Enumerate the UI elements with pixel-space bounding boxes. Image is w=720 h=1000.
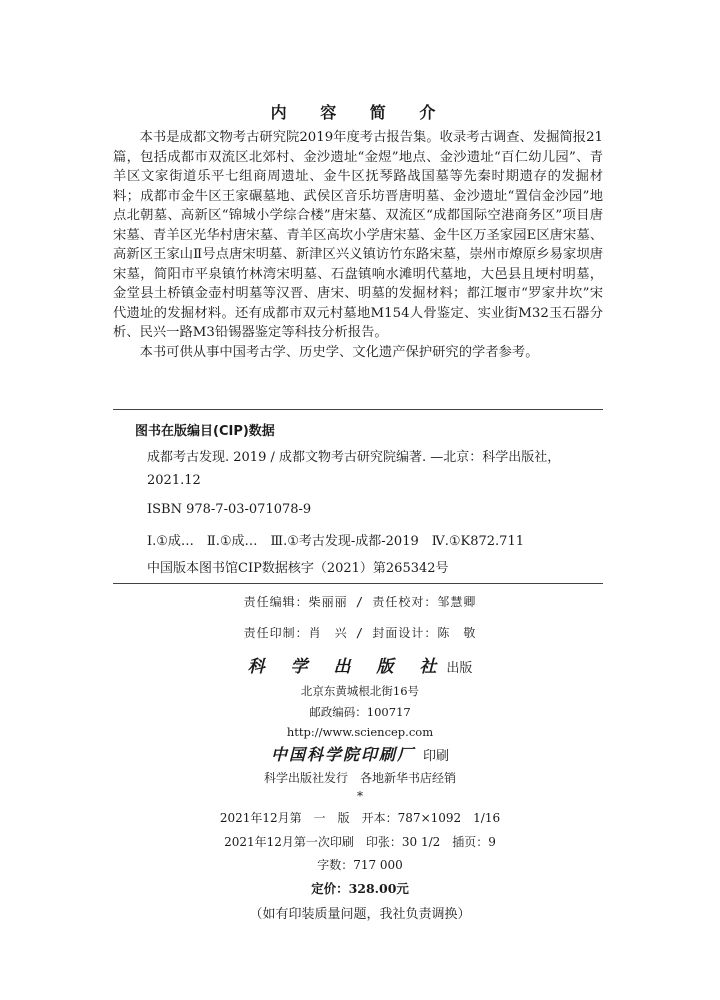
cip-entry-line: 成都考古发现. 2019 / 成都文物考古研究院编著. —北京：科学出版社， [147,450,561,465]
intro-paragraph: 本书是成都文物考古研究院2019年度考古报告集。收录考古调查、发掘简报21篇，包括成都市双流区北郊村、金沙遗址“金煜”地点、金沙遗址“百仁幼儿园”、青羊区文家街道乐平七组商周遗址、金牛区抚琴路战国墓等先秦时期遗存的发掘材料；成都市金牛区王家碾墓地、武侯区音乐坊晋唐明墓、金沙遗址“置信金沙园”地点北朝墓、高新区“锦城小学综合楼”唐宋墓、双流区“成都国际空港商务区”项目唐宋墓、青羊区光华村唐宋墓、青羊区高坎小学唐宋墓、金牛区万圣家园E区唐宋墓、高新区王家山Ⅱ号点唐宋明墓、新津区兴义镇访竹东路宋墓，崇州市燎原乡易家坝唐宋墓，简阳市平泉镇竹林湾宋明墓、石盘镇响水滩明代墓地，大邑县且埂村明墓，金堂县土桥镇金壶村明墓等汉晋、唐宋、明墓的发掘材料；都江堰市“罗家井坎”宋代遗址的发掘材料。还有成都市双元村墓地M154人骨鉴定、实业街M32玉石器分析、民兴一路M3铅锡器鉴定等科技分析报告。 [113,130,603,340]
cip-top-divider [113,409,603,410]
cip-isbn: ISBN 978-7-03-071078-9 [147,502,312,517]
publisher-address: 北京东黄城根北街16号 [300,684,420,698]
intro-paragraph: 本书可供从事中国考古学、历史学、文化遗产保护研究的学者参考。 [139,344,539,360]
publisher-suffix: 出版 [446,661,473,676]
cip-classification: Ⅰ.①成… Ⅱ.①成… Ⅲ.①考古发现-成都-2019 Ⅳ.①K872.711 [147,534,524,549]
printer-suffix: 印刷 [423,749,450,764]
quality-notice: （如有印装质量问题，我社负责调换） [249,907,471,922]
production-credits: 责任印制：肖 兴 / 封面设计：陈 敬 [243,626,477,640]
publisher-name: 科 学 出 版 社 [247,657,447,677]
cip-bottom-divider [113,583,603,584]
cip-entry-line: 2021.12 [147,473,201,488]
printer-line [0,742,720,765]
publisher-line [0,652,720,677]
cip-verification-number: 中国版本图书馆CIP数据核字（2021）第265342号 [147,561,449,576]
intro-section [113,128,603,362]
publisher-postcode: 邮政编码：100717 [309,705,411,719]
section-separator: * [357,789,363,803]
edition-info: 2021年12月第 一 版 开本：787×1092 1/16 [219,811,501,825]
editor-credits: 责任编辑：柴丽丽 / 责任校对：邹慧卿 [243,595,477,609]
page-title: 内 容 简 介 [270,103,450,122]
price: 定价：328.00元 [311,881,409,896]
publisher-website: http://www.sciencep.com [286,725,434,739]
distribution-info: 科学出版社发行 各地新华书店经销 [263,771,456,785]
cip-heading: 图书在版编目(CIP)数据 [135,424,275,439]
printer-name: 中国科学院印刷厂 [270,745,415,764]
word-count: 字数：717 000 [317,858,403,872]
printing-info: 2021年12月第一次印刷 印张：30 1/2 插页：9 [224,835,496,849]
